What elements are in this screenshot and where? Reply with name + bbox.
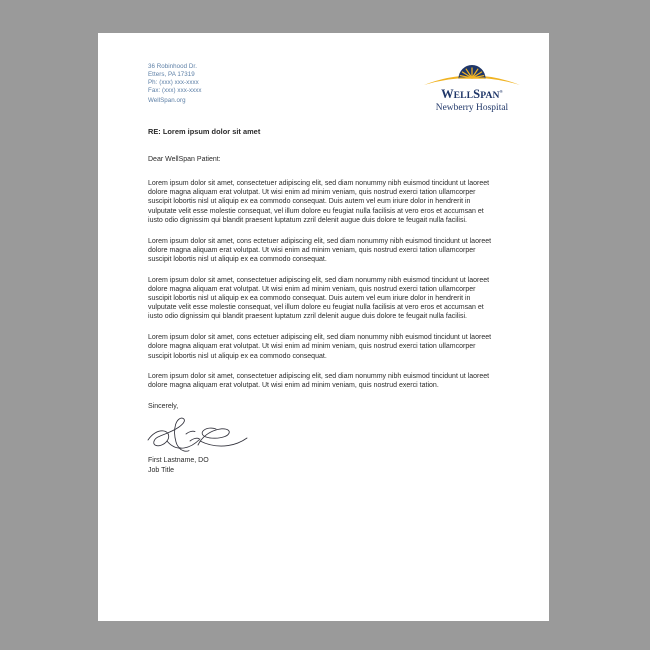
return-address — [148, 63, 202, 95]
subject-line: RE: Lorem ipsum dolor sit amet — [148, 127, 261, 136]
logo-pan: PAN — [480, 90, 500, 102]
logo-s: S — [473, 87, 481, 102]
body-paragraph: Lorem ipsum dolor sit amet, cons ectetuer adipiscing elit, sed diam nonummy nibh euismod tincidunt ut laoreet dolore magna aliquam erat volutpat. Ut wisi enim ad minim veniam, quis nostrud exerci tation ullamcorper suscipit lobortis nisl ut aliquip ex ea commodo consequat. — [148, 237, 492, 263]
address-phone: Ph: (xxx) xxx-xxxx — [148, 79, 199, 87]
address-street: 36 Robinhood Dr. — [148, 63, 197, 70]
website-link[interactable]: WellSpan.org — [148, 97, 186, 104]
wellspan-logo — [423, 57, 521, 113]
signature-block — [148, 456, 500, 475]
sunburst-arc-icon — [423, 57, 521, 86]
body-paragraph: Lorem ipsum dolor sit amet, consectetuer adipiscing elit, sed diam nonummy nibh euismod tincidunt ut laoreet dolore magna aliquam erat volutpat. Ut wisi enim ad minim veniam, quis nostrud exerci tation ullamcorper suscipit lobortis nisl ut aliquip ex ea commodo consequat. Duis autem vel eum iriure dolor in hendrerit in vulputate velit esse molestie consequat, vel illum dolore eu feugiat nulla facilisis at vero eros et accumsan et iusto odio dignissim qui blandit praesent luptatum zzril delenit augue duis dolore te feugait nulla facilisi. — [148, 180, 490, 224]
signer-title: Job Title — [148, 466, 175, 474]
body-paragraph: Lorem ipsum dolor sit amet, consectetuer adipiscing elit, sed diam nonummy nibh euismod tincidunt ut laoreet dolore magna aliquam erat volutpat. Ut wisi enim ad minim veniam, quis nostrud exerci tation. — [148, 373, 490, 390]
address-fax: Fax: (xxx) xxx-xxxx — [148, 87, 202, 95]
letter-body — [148, 127, 500, 475]
salutation: Dear WellSpan Patient: — [148, 156, 221, 163]
logo-wordmark — [423, 85, 521, 102]
signer-name: First Lastname, DO — [148, 457, 209, 465]
logo-ell: ELL — [453, 90, 474, 102]
closing-line: Sincerely, — [148, 403, 179, 411]
logo-wordmark-block — [423, 85, 521, 114]
registered-mark-icon: ® — [499, 89, 503, 94]
body-paragraph: Lorem ipsum dolor sit amet, consectetuer adipiscing elit, sed diam nonummy nibh euismod tincidunt ut laoreet dolore magna aliquam erat volutpat. Ut wisi enim ad minim veniam, quis nostrud exerci tation ullamcorper suscipit lobortis nisl ut aliquip ex ea commodo consequat. Duis autem vel eum iriure dolor in hendrerit in vulputate velit esse molestie consequat, vel illum dolore eu feugiat nulla facilisis at vero eros et accumsan et iusto odio dignissim qui blandit praesent luptatum zzril delenit augue duis dolore te feugait nulla facilisi. — [148, 276, 490, 321]
logo-w: W — [441, 87, 454, 102]
logo-subtitle: Newberry Hospital — [435, 102, 509, 113]
letter-page — [98, 33, 549, 621]
body-paragraph: Lorem ipsum dolor sit amet, cons ectetuer adipiscing elit, sed diam nonummy nibh euismod tincidunt ut laoreet dolore magna aliquam erat volutpat. Ut wisi enim ad minim veniam, quis nostrud exerci tation ullamcorper suscipit lobortis nisl ut aliquip ex ea commodo consequat. — [148, 334, 492, 360]
address-city-state-zip: Etters, PA 17319 — [148, 71, 195, 79]
letterhead-header — [98, 33, 549, 123]
handwritten-signature-icon — [146, 414, 256, 456]
